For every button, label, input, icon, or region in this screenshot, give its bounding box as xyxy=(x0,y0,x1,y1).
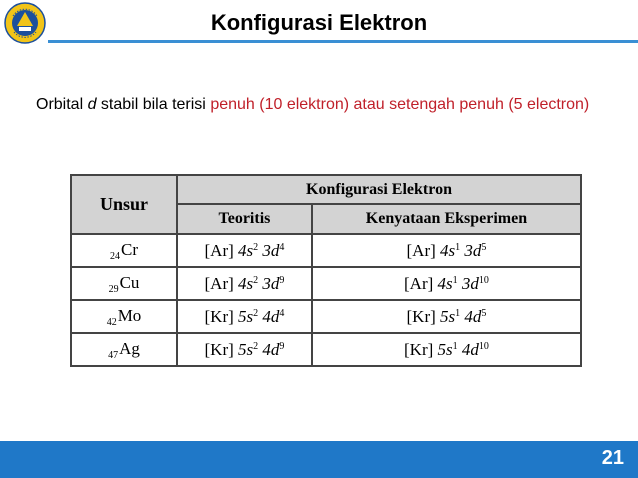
title-bar xyxy=(0,0,638,46)
theory-config-cell xyxy=(177,300,312,333)
element-symbol: Mo xyxy=(117,305,142,325)
config-d-orbital: 3d xyxy=(461,273,479,293)
intro-italic-d: d xyxy=(87,96,97,113)
atomic-number: 29 xyxy=(108,283,119,295)
slide-title: Konfigurasi Elektron xyxy=(210,10,428,35)
config-s-orbital: 4s xyxy=(238,240,254,260)
config-core: [Ar] xyxy=(404,273,434,293)
config-s-orbital: 4s xyxy=(437,273,453,293)
config-s-electrons: 1 xyxy=(455,307,461,319)
config-s-electrons: 2 xyxy=(253,340,259,352)
config-s-orbital: 4s xyxy=(440,240,456,260)
config-d-orbital: 3d xyxy=(464,240,482,260)
config-d-electrons: 4 xyxy=(279,307,285,319)
atomic-number: 47 xyxy=(108,349,119,361)
config-s-orbital: 5s xyxy=(440,306,456,326)
config-s-orbital: 4s xyxy=(238,273,254,293)
config-core: [Ar] xyxy=(204,240,234,260)
experiment-config-cell xyxy=(312,300,581,333)
config-d-electrons: 9 xyxy=(279,274,285,286)
config-core: [Kr] xyxy=(204,339,234,359)
header-unsur: Unsur xyxy=(71,175,177,234)
element-cell xyxy=(71,267,177,300)
config-d-electrons: 10 xyxy=(478,274,489,286)
theory-config-cell xyxy=(177,267,312,300)
config-d-orbital: 4d xyxy=(262,306,280,326)
element-symbol: Cu xyxy=(119,272,140,292)
config-d-electrons: 4 xyxy=(279,241,285,253)
config-s-electrons: 1 xyxy=(455,241,461,253)
theory-config-cell xyxy=(177,333,312,366)
config-d-orbital: 4d xyxy=(262,339,280,359)
config-core: [Kr] xyxy=(404,339,434,359)
atomic-number: 24 xyxy=(110,250,120,262)
table-row xyxy=(71,333,581,366)
config-s-electrons: 1 xyxy=(452,274,458,286)
config-s-electrons: 2 xyxy=(253,241,259,253)
config-d-orbital: 4d xyxy=(464,306,482,326)
header-konfigurasi: Konfigurasi Elektron xyxy=(177,175,581,204)
table-row xyxy=(71,267,581,300)
title-divider xyxy=(48,40,638,43)
config-d-orbital: 3d xyxy=(262,240,280,260)
element-symbol: Ag xyxy=(119,338,140,358)
element-cell xyxy=(71,234,177,267)
experiment-config-cell xyxy=(312,234,581,267)
electron-configuration-table xyxy=(70,174,582,367)
experiment-config-cell xyxy=(312,267,581,300)
element-symbol: Cr xyxy=(121,239,138,259)
header-teoritis: Teoritis xyxy=(177,204,312,234)
table-body xyxy=(71,234,581,366)
config-core: [Kr] xyxy=(204,306,234,326)
config-core: [Kr] xyxy=(406,306,436,326)
page-number: 21 xyxy=(601,447,624,469)
table-row xyxy=(71,234,581,267)
element-cell xyxy=(71,300,177,333)
config-d-electrons: 10 xyxy=(478,340,489,352)
config-d-orbital: 3d xyxy=(262,273,280,293)
config-s-electrons: 1 xyxy=(452,340,458,352)
config-d-electrons: 5 xyxy=(481,307,487,319)
theory-config-cell xyxy=(177,234,312,267)
intro-highlight: penuh (10 elektron) atau setengah penuh (5 electron) xyxy=(210,96,590,113)
intro-text-1: Orbital xyxy=(36,96,88,113)
intro-text-2: stabil bila terisi xyxy=(96,96,211,113)
config-core: [Ar] xyxy=(204,273,234,293)
config-s-orbital: 5s xyxy=(437,339,453,359)
footer-bar xyxy=(0,441,638,478)
config-s-orbital: 5s xyxy=(238,339,254,359)
config-d-electrons: 9 xyxy=(279,340,285,352)
element-cell xyxy=(71,333,177,366)
config-d-orbital: 4d xyxy=(461,339,479,359)
table-row xyxy=(71,300,581,333)
experiment-config-cell xyxy=(312,333,581,366)
intro-paragraph xyxy=(36,94,606,116)
atomic-number: 42 xyxy=(106,316,117,328)
header-eksperimen: Kenyataan Eksperimen xyxy=(312,204,581,234)
config-core: [Ar] xyxy=(406,240,436,260)
config-s-electrons: 2 xyxy=(253,274,259,286)
config-d-electrons: 5 xyxy=(481,241,487,253)
config-s-orbital: 5s xyxy=(238,306,254,326)
config-s-electrons: 2 xyxy=(253,307,259,319)
